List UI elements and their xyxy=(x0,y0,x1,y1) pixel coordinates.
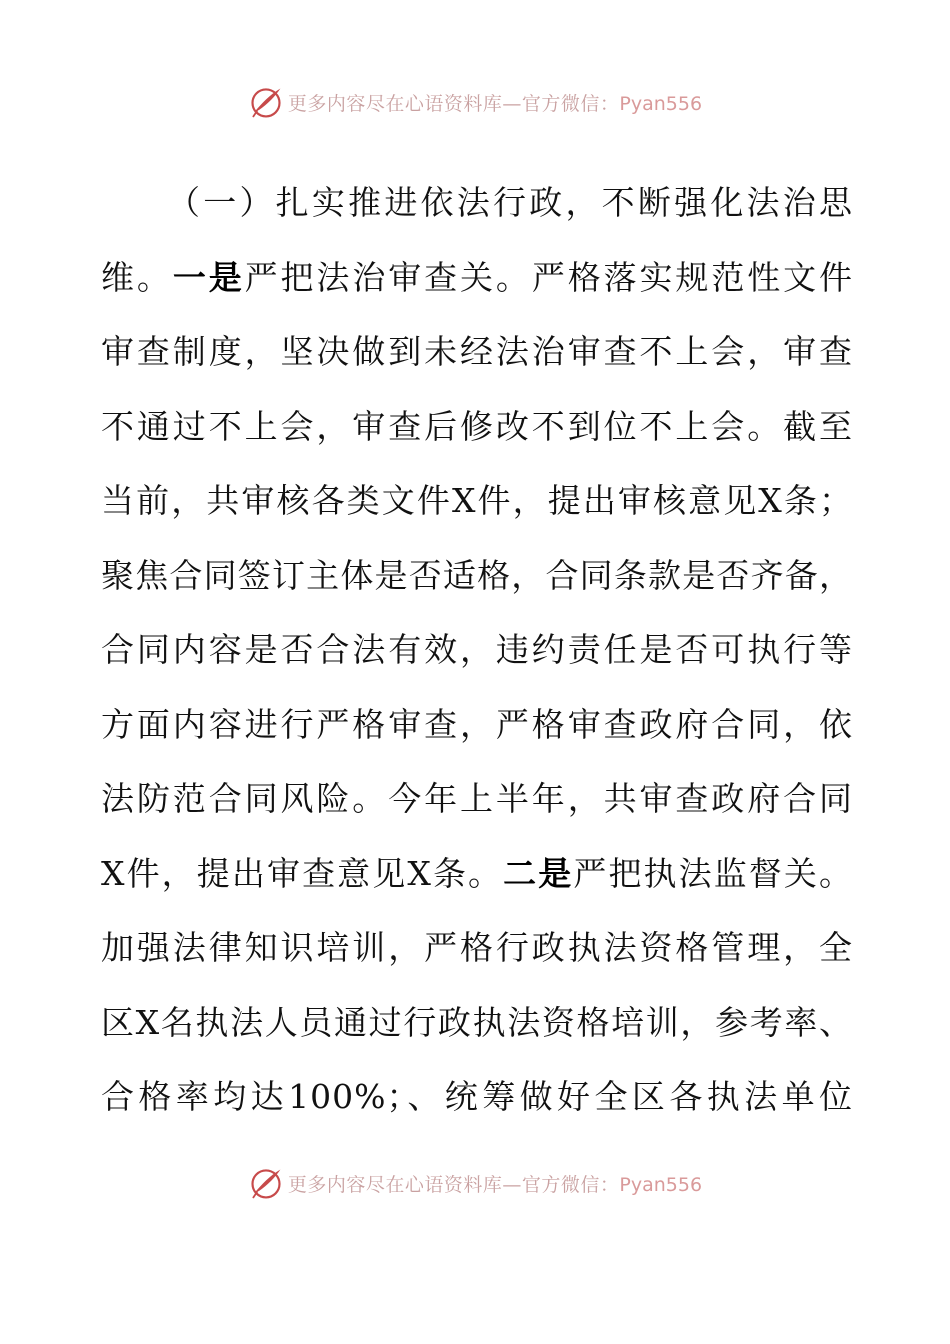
text-span: 法防范合同风险。今年上半年，共审查政府合同 xyxy=(101,779,853,818)
text-line xyxy=(101,762,853,837)
quill-logo-icon xyxy=(248,84,284,120)
text-span: 不通过不上会，审查后修改不到位不上会。截至 xyxy=(101,406,853,446)
text-line xyxy=(101,1060,853,1135)
text-span: 合格率均达100%；、统筹做好全区各执法单位 xyxy=(101,1077,853,1116)
text-span: 聚焦合同签订主体是否适格，合同条款是否齐备， xyxy=(101,555,853,595)
wechat-id: Pyan556 xyxy=(619,1173,703,1196)
document-body xyxy=(101,166,853,1135)
text-line xyxy=(101,986,853,1061)
watermark-header xyxy=(0,82,950,122)
text-line xyxy=(101,241,853,316)
text-line xyxy=(101,166,853,241)
text-line xyxy=(101,390,853,465)
text-span: 区X名执法人员通过行政执法资格培训，参考率、 xyxy=(101,1002,853,1042)
text-span: （一）扎实推进依法行政，不断强化法治思 xyxy=(167,183,853,222)
wechat-id: Pyan556 xyxy=(619,92,703,115)
text-line xyxy=(101,613,853,688)
bold-keyword: 二是 xyxy=(503,853,574,893)
text-line xyxy=(101,911,853,986)
bold-keyword: 一是 xyxy=(172,257,245,297)
text-span: 加强法律知识培训，严格行政执法资格管理，全 xyxy=(101,928,853,967)
text-span: 方面内容进行严格审查，严格审查政府合同，依 xyxy=(101,704,853,744)
text-span: X件，提出审查意见X条。 xyxy=(101,853,504,893)
text-span: 合同内容是否合法有效，违约责任是否可执行等 xyxy=(101,630,853,669)
text-line xyxy=(101,837,853,912)
text-span: 审查制度，坚决做到未经法治审查不上会，审查 xyxy=(101,332,853,371)
text-span: 严把法治审查关。严格落实规范性文件 xyxy=(244,257,853,297)
text-line xyxy=(101,539,853,614)
text-span: 当前，共审核各类文件X件，提出审核意见X条； xyxy=(101,481,853,520)
text-line xyxy=(101,688,853,763)
text-line xyxy=(101,464,853,539)
text-span: 严把执法监督关。 xyxy=(573,853,853,893)
watermark-text: 更多内容尽在心语资料库—官方微信：Pyan556 xyxy=(287,92,703,115)
watermark-text: 更多内容尽在心语资料库—官方微信：Pyan556 xyxy=(287,1173,703,1196)
text-line xyxy=(101,315,853,390)
watermark-footer xyxy=(0,1163,950,1203)
quill-logo-icon xyxy=(248,1165,284,1201)
text-span: 维。 xyxy=(101,257,173,297)
